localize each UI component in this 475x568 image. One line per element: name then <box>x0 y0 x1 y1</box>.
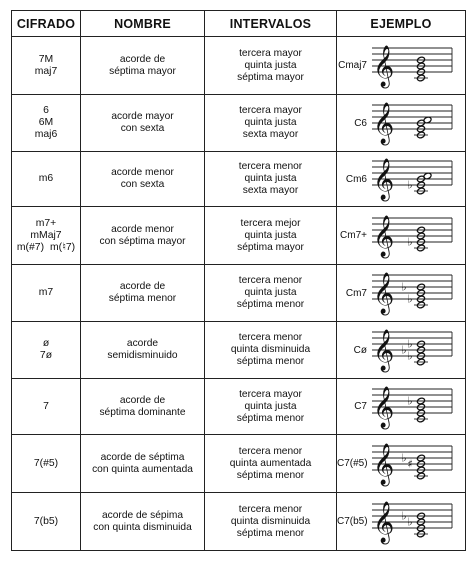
interval-line: quinta disminuida <box>230 515 311 527</box>
cifrado-cell <box>12 207 81 265</box>
flat-icon: ♭ <box>401 451 407 464</box>
flat-icon: ♭ <box>407 394 413 407</box>
flat-icon: ♭ <box>407 349 413 363</box>
example-chord-symbol: Cm7 <box>345 287 367 299</box>
chord-staff <box>372 327 454 373</box>
ejemplo-cell <box>337 37 466 95</box>
flat-icon: ♭ <box>407 235 413 248</box>
cifrado-symbol: m7 <box>38 287 54 298</box>
chord-name-line: semidisminuido <box>107 350 178 361</box>
intervalos-cell <box>205 152 337 207</box>
chord-staff <box>372 270 454 316</box>
intervalos-cell <box>205 493 337 551</box>
treble-clef-icon: 𝄞 <box>373 501 395 543</box>
chord-staff <box>372 43 454 89</box>
header-intervalos: INTERVALOS <box>205 11 337 37</box>
chord-table <box>11 10 466 551</box>
intervalos-cell <box>205 95 337 152</box>
interval-line: séptima menor <box>236 356 305 367</box>
interval-line: sexta mayor <box>242 129 299 140</box>
example-chord-symbol: Cm6 <box>345 173 367 185</box>
chord-name-line: acorde de séptima <box>100 451 185 463</box>
chord-name-line: acorde menor <box>111 223 174 235</box>
ejemplo-cell <box>337 95 466 152</box>
chord-name-line: acorde mayor <box>111 111 174 122</box>
chord-name-line: séptima menor <box>108 293 177 304</box>
intervalos-cell <box>205 37 337 95</box>
treble-clef-icon: 𝄞 <box>373 45 395 87</box>
cifrado-symbol: 6M <box>38 117 54 128</box>
example-wrapper <box>337 441 465 487</box>
ejemplo-cell <box>337 379 466 435</box>
chord-staff <box>372 100 454 146</box>
cifrado-cell <box>12 37 81 95</box>
interval-line: tercera menor <box>238 503 303 515</box>
ejemplo-cell <box>337 152 466 207</box>
example-wrapper <box>337 384 465 430</box>
treble-clef-icon: 𝄞 <box>373 330 395 371</box>
interval-line: quinta aumentada <box>229 457 312 469</box>
cifrado-cell <box>12 265 81 322</box>
interval-line: quinta justa <box>244 59 297 71</box>
flat-icon: ♭ <box>401 509 407 522</box>
table-row <box>12 493 466 551</box>
nombre-cell <box>81 322 205 379</box>
cifrado-symbol: 7 <box>43 400 49 412</box>
chord-name-line: con sexta <box>120 123 165 134</box>
chord-name-line: con séptima mayor <box>99 235 186 247</box>
nombre-cell <box>81 493 205 551</box>
nombre-cell <box>81 95 205 152</box>
chord-name-line: con quinta disminuida <box>93 521 192 533</box>
header-row <box>12 11 466 37</box>
nombre-cell <box>81 435 205 493</box>
chord-name-line: con sexta <box>120 179 165 190</box>
cifrado-symbol: 7ø <box>39 350 53 361</box>
table-row <box>12 37 466 95</box>
interval-line: séptima mayor <box>237 241 304 253</box>
table-row <box>12 435 466 493</box>
treble-clef-icon: 𝄞 <box>373 386 395 428</box>
example-wrapper <box>337 499 465 545</box>
ejemplo-cell <box>337 322 466 379</box>
cifrado-symbol: 7(#5) <box>33 457 59 469</box>
header-nombre: NOMBRE <box>81 11 205 37</box>
cifrado-alternatives <box>12 242 80 254</box>
flat-icon: ♭ <box>401 343 407 357</box>
interval-line: tercera menor <box>238 161 303 172</box>
treble-clef-icon: 𝄞 <box>373 159 395 200</box>
treble-clef-icon: 𝄞 <box>373 215 395 257</box>
interval-line: tercera mejor <box>240 217 301 229</box>
cifrado-symbol: ø <box>42 338 50 349</box>
chord-staff <box>372 156 454 202</box>
flat-icon: ♭ <box>407 178 413 192</box>
flat-icon: ♭ <box>407 515 413 528</box>
cifrado-symbol: 6 <box>43 105 49 116</box>
flat-icon: ♭ <box>401 280 407 294</box>
chord-staff <box>372 441 454 487</box>
header-ejemplo: EJEMPLO <box>337 11 466 37</box>
cifrado-symbol: 7M <box>38 53 54 65</box>
example-chord-symbol: C7(#5) <box>337 458 368 469</box>
cifrado-cell <box>12 95 81 152</box>
interval-line: quinta justa <box>244 229 297 241</box>
cifrado-symbol: mMaj7 <box>30 229 62 241</box>
table-row <box>12 379 466 435</box>
cifrado-symbol: m6 <box>38 173 54 184</box>
cifrado-symbol: maj6 <box>34 129 58 140</box>
chord-name-line: acorde de <box>119 394 166 406</box>
ejemplo-cell <box>337 493 466 551</box>
cifrado-cell <box>12 493 81 551</box>
treble-clef-icon: 𝄞 <box>373 273 395 314</box>
ejemplo-cell <box>337 265 466 322</box>
flat-icon: ♭ <box>407 337 413 351</box>
chord-name-line: acorde de <box>119 281 166 292</box>
ejemplo-cell <box>337 435 466 493</box>
interval-line: séptima menor <box>236 299 305 310</box>
flat-icon: ♭ <box>407 292 413 306</box>
cifrado-cell <box>12 152 81 207</box>
interval-line: quinta justa <box>244 400 297 412</box>
sharp-icon: ♯ <box>407 457 413 470</box>
nombre-cell <box>81 207 205 265</box>
interval-line: quinta justa <box>244 173 297 184</box>
example-wrapper <box>337 156 465 202</box>
chord-staff <box>372 499 454 545</box>
chord-name-line: acorde <box>126 338 159 349</box>
cifrado-cell <box>12 435 81 493</box>
cifrado-symbol: 7(b5) <box>33 515 59 527</box>
table-body <box>12 37 466 551</box>
interval-line: tercera menor <box>238 445 303 457</box>
cifrado-symbol: maj7 <box>34 65 58 77</box>
cifrado-cell <box>12 379 81 435</box>
interval-line: tercera mayor <box>239 388 302 400</box>
nombre-cell <box>81 37 205 95</box>
cifrado-alt-symbol: m(♮7) <box>50 241 76 253</box>
chord-name-line: acorde menor <box>111 167 174 178</box>
interval-line: séptima menor <box>236 527 305 539</box>
interval-line: séptima menor <box>236 469 305 481</box>
cifrado-cell <box>12 322 81 379</box>
cifrado-symbol: m7+ <box>35 217 57 229</box>
cifrado-alt-symbol: m(#7) <box>16 241 45 253</box>
interval-line: tercera mayor <box>239 47 302 59</box>
interval-line: séptima mayor <box>237 71 304 83</box>
interval-line: quinta disminuida <box>230 344 311 355</box>
example-chord-symbol: C7(b5) <box>337 516 368 527</box>
example-chord-symbol: Cø <box>353 344 367 356</box>
example-wrapper <box>337 213 465 259</box>
table-row <box>12 95 466 152</box>
header-cifrado: CIFRADO <box>12 11 81 37</box>
interval-line: sexta mayor <box>242 185 299 196</box>
treble-clef-icon: 𝄞 <box>373 443 395 485</box>
chord-name-line: acorde de sépima <box>102 509 183 521</box>
chord-name-line: séptima dominante <box>99 406 186 418</box>
example-wrapper <box>337 327 465 373</box>
interval-line: tercera menor <box>238 275 303 286</box>
chord-staff <box>372 213 454 259</box>
example-wrapper <box>337 43 465 89</box>
example-chord-symbol: Cm7+ <box>340 230 367 241</box>
intervalos-cell <box>205 322 337 379</box>
example-chord-symbol: C6 <box>354 117 367 129</box>
chord-staff <box>372 384 454 430</box>
interval-line: tercera menor <box>238 332 303 343</box>
table-row <box>12 265 466 322</box>
intervalos-cell <box>205 435 337 493</box>
interval-line: tercera mayor <box>239 105 302 116</box>
table-row <box>12 207 466 265</box>
nombre-cell <box>81 152 205 207</box>
table-row <box>12 152 466 207</box>
treble-clef-icon: 𝄞 <box>373 103 395 144</box>
chord-name-line: séptima mayor <box>109 65 176 77</box>
ejemplo-cell <box>337 207 466 265</box>
example-chord-symbol: C7 <box>354 401 367 412</box>
interval-line: séptima menor <box>236 412 305 424</box>
intervalos-cell <box>205 207 337 265</box>
example-wrapper <box>337 270 465 316</box>
example-wrapper <box>337 100 465 146</box>
interval-line: quinta justa <box>244 287 297 298</box>
intervalos-cell <box>205 265 337 322</box>
chord-name-line: con quinta aumentada <box>92 463 193 475</box>
nombre-cell <box>81 265 205 322</box>
example-chord-symbol: Cmaj7 <box>338 60 367 71</box>
table-row <box>12 322 466 379</box>
intervalos-cell <box>205 379 337 435</box>
interval-line: quinta justa <box>244 117 297 128</box>
chord-name-line: acorde de <box>119 53 166 65</box>
nombre-cell <box>81 379 205 435</box>
